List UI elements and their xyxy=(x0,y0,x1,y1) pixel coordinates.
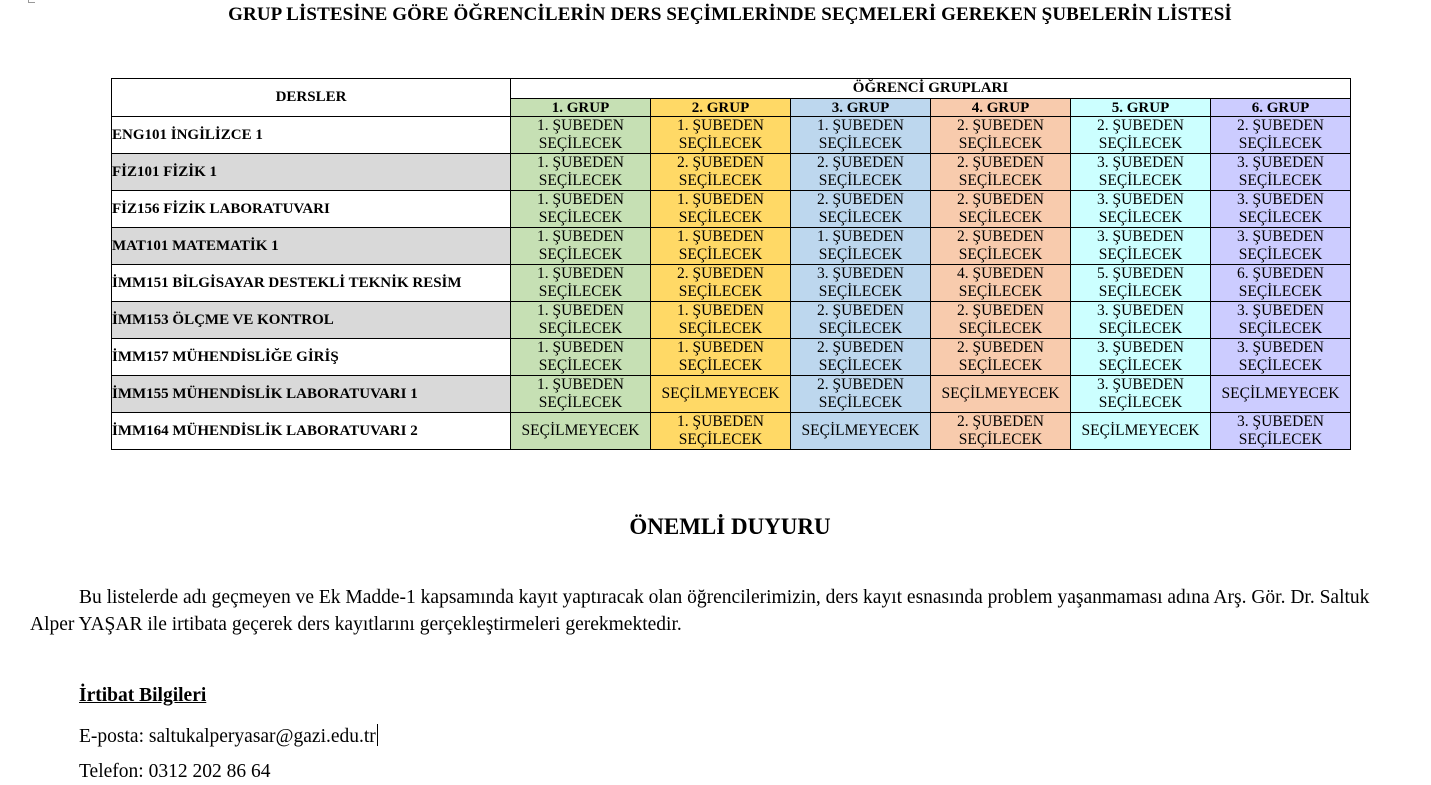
section-cell-line: 3. ŞUBEDEN xyxy=(1097,376,1184,393)
section-cell-line: SEÇİLMEYECEK xyxy=(941,385,1060,402)
section-cell-line: 2. ŞUBEDEN xyxy=(817,191,904,208)
table-row xyxy=(112,413,1351,450)
section-cell-line: SEÇİLECEK xyxy=(1098,394,1183,411)
section-cell-group-5[interactable] xyxy=(1071,191,1211,228)
section-cell-group-4[interactable] xyxy=(931,154,1071,191)
section-cell-line: 2. ŞUBEDEN xyxy=(957,117,1044,134)
group-header-1[interactable]: 1. GRUP xyxy=(511,99,651,117)
section-cell-line: SEÇİLECEK xyxy=(1238,283,1323,300)
section-cell-group-5[interactable] xyxy=(1071,265,1211,302)
table-row xyxy=(112,265,1351,302)
section-cell-line: SEÇİLECEK xyxy=(818,357,903,374)
section-cell-group-4[interactable] xyxy=(931,191,1071,228)
section-cell-line: SEÇİLECEK xyxy=(958,209,1043,226)
course-name[interactable]: ENG101 İNGİLİZCE 1 xyxy=(112,117,511,154)
section-cell-line: 3. ŞUBEDEN xyxy=(1097,154,1184,171)
section-cell-line: SEÇİLECEK xyxy=(678,283,763,300)
section-cell-line: SEÇİLECEK xyxy=(538,357,623,374)
section-cell-group-3[interactable] xyxy=(791,413,931,450)
section-cell-line: SEÇİLECEK xyxy=(958,357,1043,374)
section-cell-line: SEÇİLECEK xyxy=(538,135,623,152)
section-cell-line: 2. ŞUBEDEN xyxy=(1097,117,1184,134)
section-cell-group-5[interactable] xyxy=(1071,228,1211,265)
section-cell-line: 1. ŞUBEDEN xyxy=(677,339,764,356)
section-cell-group-2[interactable] xyxy=(651,228,791,265)
group-section-table xyxy=(111,78,1351,450)
course-name[interactable]: MAT101 MATEMATİK 1 xyxy=(112,228,511,265)
course-name[interactable]: İMM157 MÜHENDİSLİĞE GİRİŞ xyxy=(112,339,511,376)
section-cell-line: 4. ŞUBEDEN xyxy=(957,265,1044,282)
section-cell-group-3[interactable] xyxy=(791,265,931,302)
table-row xyxy=(112,339,1351,376)
section-cell-line: SEÇİLECEK xyxy=(678,431,763,448)
section-cell-line: SEÇİLMEYECEK xyxy=(801,422,920,439)
section-cell-line: SEÇİLECEK xyxy=(678,320,763,337)
section-cell-line: SEÇİLECEK xyxy=(538,209,623,226)
section-cell-line: 2. ŞUBEDEN xyxy=(817,376,904,393)
section-cell-line: SEÇİLECEK xyxy=(958,320,1043,337)
section-cell-line: 1. ŞUBEDEN xyxy=(537,302,624,319)
group-header-5[interactable]: 5. GRUP xyxy=(1071,99,1211,117)
section-cell-line: SEÇİLMEYECEK xyxy=(661,385,780,402)
contact-email[interactable]: E-posta: saltukalperyasar@gazi.edu.tr xyxy=(79,726,376,747)
page-corner-mark xyxy=(28,0,35,3)
section-cell-group-6[interactable] xyxy=(1211,154,1351,191)
section-cell-line: SEÇİLECEK xyxy=(678,209,763,226)
section-cell-line: 1. ŞUBEDEN xyxy=(677,302,764,319)
section-cell-line: 2. ŞUBEDEN xyxy=(817,302,904,319)
section-cell-group-1[interactable] xyxy=(511,265,651,302)
table-row xyxy=(112,117,1351,154)
group-header-2[interactable]: 2. GRUP xyxy=(651,99,791,117)
section-cell-group-3[interactable] xyxy=(791,376,931,413)
section-cell-line: SEÇİLECEK xyxy=(1238,172,1323,189)
section-cell-line: SEÇİLECEK xyxy=(818,209,903,226)
section-cell-line: 2. ŞUBEDEN xyxy=(817,339,904,356)
section-cell-line: 2. ŞUBEDEN xyxy=(957,302,1044,319)
section-cell-line: SEÇİLECEK xyxy=(958,172,1043,189)
section-cell-line: SEÇİLECEK xyxy=(958,246,1043,263)
section-cell-group-2[interactable] xyxy=(651,117,791,154)
contact-email-line[interactable] xyxy=(79,724,378,748)
section-cell-group-2[interactable] xyxy=(651,413,791,450)
section-cell-line: 3. ŞUBEDEN xyxy=(1237,413,1324,430)
section-cell-line: SEÇİLECEK xyxy=(958,283,1043,300)
section-cell-line: SEÇİLECEK xyxy=(678,135,763,152)
section-cell-line: SEÇİLECEK xyxy=(818,283,903,300)
section-cell-line: SEÇİLECEK xyxy=(1098,357,1183,374)
section-cell-line: 3. ŞUBEDEN xyxy=(817,265,904,282)
section-cell-line: 1. ŞUBEDEN xyxy=(537,191,624,208)
table-row xyxy=(112,302,1351,339)
section-cell-line: SEÇİLECEK xyxy=(1098,135,1183,152)
section-cell-line: 5. ŞUBEDEN xyxy=(1097,265,1184,282)
section-cell-line: 2. ŞUBEDEN xyxy=(677,265,764,282)
section-cell-line: SEÇİLECEK xyxy=(1098,246,1183,263)
section-cell-line: 1. ŞUBEDEN xyxy=(537,339,624,356)
section-cell-line: SEÇİLECEK xyxy=(1098,209,1183,226)
section-cell-line: 1. ŞUBEDEN xyxy=(677,117,764,134)
section-cell-line: 2. ŞUBEDEN xyxy=(957,154,1044,171)
section-cell-line: 3. ŞUBEDEN xyxy=(1237,191,1324,208)
section-cell-group-5[interactable] xyxy=(1071,302,1211,339)
section-cell-line: SEÇİLECEK xyxy=(1098,320,1183,337)
section-cell-line: SEÇİLECEK xyxy=(538,320,623,337)
section-cell-line: 2. ŞUBEDEN xyxy=(957,191,1044,208)
document-title[interactable]: GRUP LİSTESİNE GÖRE ÖĞRENCİLERİN DERS SEÇİMLERİNDE SEÇMELERİ GEREKEN ŞUBELERİN LİSTESİ xyxy=(228,4,1232,25)
section-cell-line: 3. ŞUBEDEN xyxy=(1237,339,1324,356)
section-cell-group-6[interactable] xyxy=(1211,228,1351,265)
section-cell-line: 1. ŞUBEDEN xyxy=(817,117,904,134)
group-header-6[interactable]: 6. GRUP xyxy=(1211,99,1351,117)
section-cell-group-1[interactable] xyxy=(511,376,651,413)
section-cell-group-6[interactable] xyxy=(1211,339,1351,376)
section-cell-line: SEÇİLECEK xyxy=(1098,283,1183,300)
section-cell-line: SEÇİLECEK xyxy=(678,246,763,263)
section-cell-group-6[interactable] xyxy=(1211,191,1351,228)
course-name[interactable]: İMM153 ÖLÇME VE KONTROL xyxy=(112,302,511,339)
section-cell-line: 2. ŞUBEDEN xyxy=(817,154,904,171)
section-cell-group-6[interactable] xyxy=(1211,265,1351,302)
section-cell-group-5[interactable] xyxy=(1071,339,1211,376)
table-row xyxy=(112,191,1351,228)
section-cell-line: SEÇİLECEK xyxy=(1238,246,1323,263)
group-header-3[interactable]: 3. GRUP xyxy=(791,99,931,117)
course-name[interactable]: İMM164 MÜHENDİSLİK LABORATUVARI 2 xyxy=(112,413,511,450)
group-header-4[interactable]: 4. GRUP xyxy=(931,99,1071,117)
section-cell-group-1[interactable] xyxy=(511,154,651,191)
section-cell-group-3[interactable] xyxy=(791,154,931,191)
table-row xyxy=(112,376,1351,413)
section-cell-group-2[interactable] xyxy=(651,376,791,413)
section-cell-group-3[interactable] xyxy=(791,228,931,265)
section-cell-group-4[interactable] xyxy=(931,117,1071,154)
section-cell-line: SEÇİLECEK xyxy=(678,172,763,189)
announcement-body[interactable]: Bu listelerde adı geçmeyen ve Ek Madde-1 kapsamında kayıt yaptıracak olan öğrencilerimizin, ders kayıt esnasında problem yaşanmaması adına Arş. Gör. Dr. Saltuk Alper YAŞAR ile irtibata geçerek ders kayıtlarını gerçekleştirmeleri gerekmektedir. xyxy=(30,587,1370,635)
section-cell-line: SEÇİLECEK xyxy=(818,135,903,152)
section-cell-line: 6. ŞUBEDEN xyxy=(1237,265,1324,282)
section-cell-line: SEÇİLECEK xyxy=(1238,320,1323,337)
section-cell-line: SEÇİLECEK xyxy=(538,283,623,300)
section-cell-group-3[interactable] xyxy=(791,339,931,376)
section-cell-line: SEÇİLECEK xyxy=(958,135,1043,152)
section-cell-line: SEÇİLECEK xyxy=(818,246,903,263)
section-cell-group-1[interactable] xyxy=(511,228,651,265)
section-cell-group-1[interactable] xyxy=(511,191,651,228)
section-cell-line: SEÇİLECEK xyxy=(958,431,1043,448)
section-cell-group-1[interactable] xyxy=(511,302,651,339)
section-cell-line: SEÇİLMEYECEK xyxy=(1221,385,1340,402)
section-cell-line: 3. ŞUBEDEN xyxy=(1237,154,1324,171)
section-cell-group-3[interactable] xyxy=(791,191,931,228)
section-cell-line: 1. ŞUBEDEN xyxy=(677,191,764,208)
section-cell-line: 3. ŞUBEDEN xyxy=(1097,339,1184,356)
section-cell-line: SEÇİLECEK xyxy=(538,172,623,189)
section-cell-group-6[interactable] xyxy=(1211,117,1351,154)
contact-heading[interactable]: İrtibat Bilgileri xyxy=(79,685,207,706)
section-cell-group-4[interactable] xyxy=(931,413,1071,450)
courses-header[interactable]: DERSLER xyxy=(112,79,511,117)
section-cell-line: SEÇİLMEYECEK xyxy=(1081,422,1200,439)
section-cell-group-4[interactable] xyxy=(931,228,1071,265)
section-cell-group-3[interactable] xyxy=(791,302,931,339)
table-row xyxy=(112,228,1351,265)
section-cell-group-4[interactable] xyxy=(931,265,1071,302)
section-cell-line: SEÇİLECEK xyxy=(1238,357,1323,374)
section-cell-line: 1. ŞUBEDEN xyxy=(537,265,624,282)
section-cell-line: SEÇİLECEK xyxy=(678,357,763,374)
section-cell-group-6[interactable] xyxy=(1211,413,1351,450)
section-cell-group-1[interactable] xyxy=(511,117,651,154)
section-cell-line: 1. ŞUBEDEN xyxy=(677,228,764,245)
section-cell-line: 2. ŞUBEDEN xyxy=(677,154,764,171)
section-cell-line: SEÇİLECEK xyxy=(538,246,623,263)
section-cell-group-3[interactable] xyxy=(791,117,931,154)
section-cell-group-2[interactable] xyxy=(651,191,791,228)
section-cell-line: SEÇİLECEK xyxy=(1238,431,1323,448)
section-cell-line: 2. ŞUBEDEN xyxy=(957,413,1044,430)
section-cell-group-1[interactable] xyxy=(511,339,651,376)
text-cursor xyxy=(377,724,378,746)
section-cell-group-5[interactable] xyxy=(1071,376,1211,413)
section-cell-group-4[interactable] xyxy=(931,302,1071,339)
course-name[interactable]: İMM155 MÜHENDİSLİK LABORATUVARI 1 xyxy=(112,376,511,413)
section-cell-group-5[interactable] xyxy=(1071,117,1211,154)
section-cell-line: 3. ŞUBEDEN xyxy=(1237,302,1324,319)
section-cell-group-2[interactable] xyxy=(651,339,791,376)
section-cell-line: 3. ŞUBEDEN xyxy=(1237,228,1324,245)
section-cell-group-6[interactable] xyxy=(1211,376,1351,413)
course-name[interactable]: İMM151 BİLGİSAYAR DESTEKLİ TEKNİK RESİM xyxy=(112,265,511,302)
section-cell-line: 3. ŞUBEDEN xyxy=(1097,302,1184,319)
section-cell-line: SEÇİLECEK xyxy=(818,394,903,411)
section-cell-line: 1. ŞUBEDEN xyxy=(537,117,624,134)
section-cell-group-2[interactable] xyxy=(651,265,791,302)
course-name[interactable]: FİZ156 FİZİK LABORATUVARI xyxy=(112,191,511,228)
section-cell-line: SEÇİLECEK xyxy=(1238,209,1323,226)
section-cell-line: 3. ŞUBEDEN xyxy=(1097,228,1184,245)
contact-phone[interactable]: Telefon: 0312 202 86 64 xyxy=(79,761,271,782)
section-cell-group-1[interactable] xyxy=(511,413,651,450)
section-cell-group-4[interactable] xyxy=(931,376,1071,413)
section-cell-group-2[interactable] xyxy=(651,302,791,339)
section-cell-line: SEÇİLECEK xyxy=(818,320,903,337)
section-cell-group-4[interactable] xyxy=(931,339,1071,376)
section-cell-line: 1. ŞUBEDEN xyxy=(537,154,624,171)
section-cell-line: SEÇİLECEK xyxy=(538,394,623,411)
section-cell-line: 1. ŞUBEDEN xyxy=(817,228,904,245)
section-cell-line: SEÇİLECEK xyxy=(1098,172,1183,189)
announcement-title[interactable]: ÖNEMLİ DUYURU xyxy=(629,514,831,539)
section-cell-group-5[interactable] xyxy=(1071,154,1211,191)
section-cell-line: SEÇİLECEK xyxy=(818,172,903,189)
course-name[interactable]: FİZ101 FİZİK 1 xyxy=(112,154,511,191)
section-cell-line: SEÇİLMEYECEK xyxy=(521,422,640,439)
section-cell-line: SEÇİLECEK xyxy=(1238,135,1323,152)
section-cell-group-6[interactable] xyxy=(1211,302,1351,339)
table-body xyxy=(112,117,1351,450)
student-groups-header[interactable]: ÖĞRENCİ GRUPLARI xyxy=(511,79,1351,99)
section-cell-line: 2. ŞUBEDEN xyxy=(957,228,1044,245)
section-cell-group-5[interactable] xyxy=(1071,413,1211,450)
section-cell-line: 1. ŞUBEDEN xyxy=(537,228,624,245)
section-cell-line: 1. ŞUBEDEN xyxy=(537,376,624,393)
section-cell-line: 2. ŞUBEDEN xyxy=(1237,117,1324,134)
section-cell-line: 1. ŞUBEDEN xyxy=(677,413,764,430)
section-cell-line: 3. ŞUBEDEN xyxy=(1097,191,1184,208)
section-cell-group-2[interactable] xyxy=(651,154,791,191)
section-cell-line: 2. ŞUBEDEN xyxy=(957,339,1044,356)
table-row xyxy=(112,154,1351,191)
